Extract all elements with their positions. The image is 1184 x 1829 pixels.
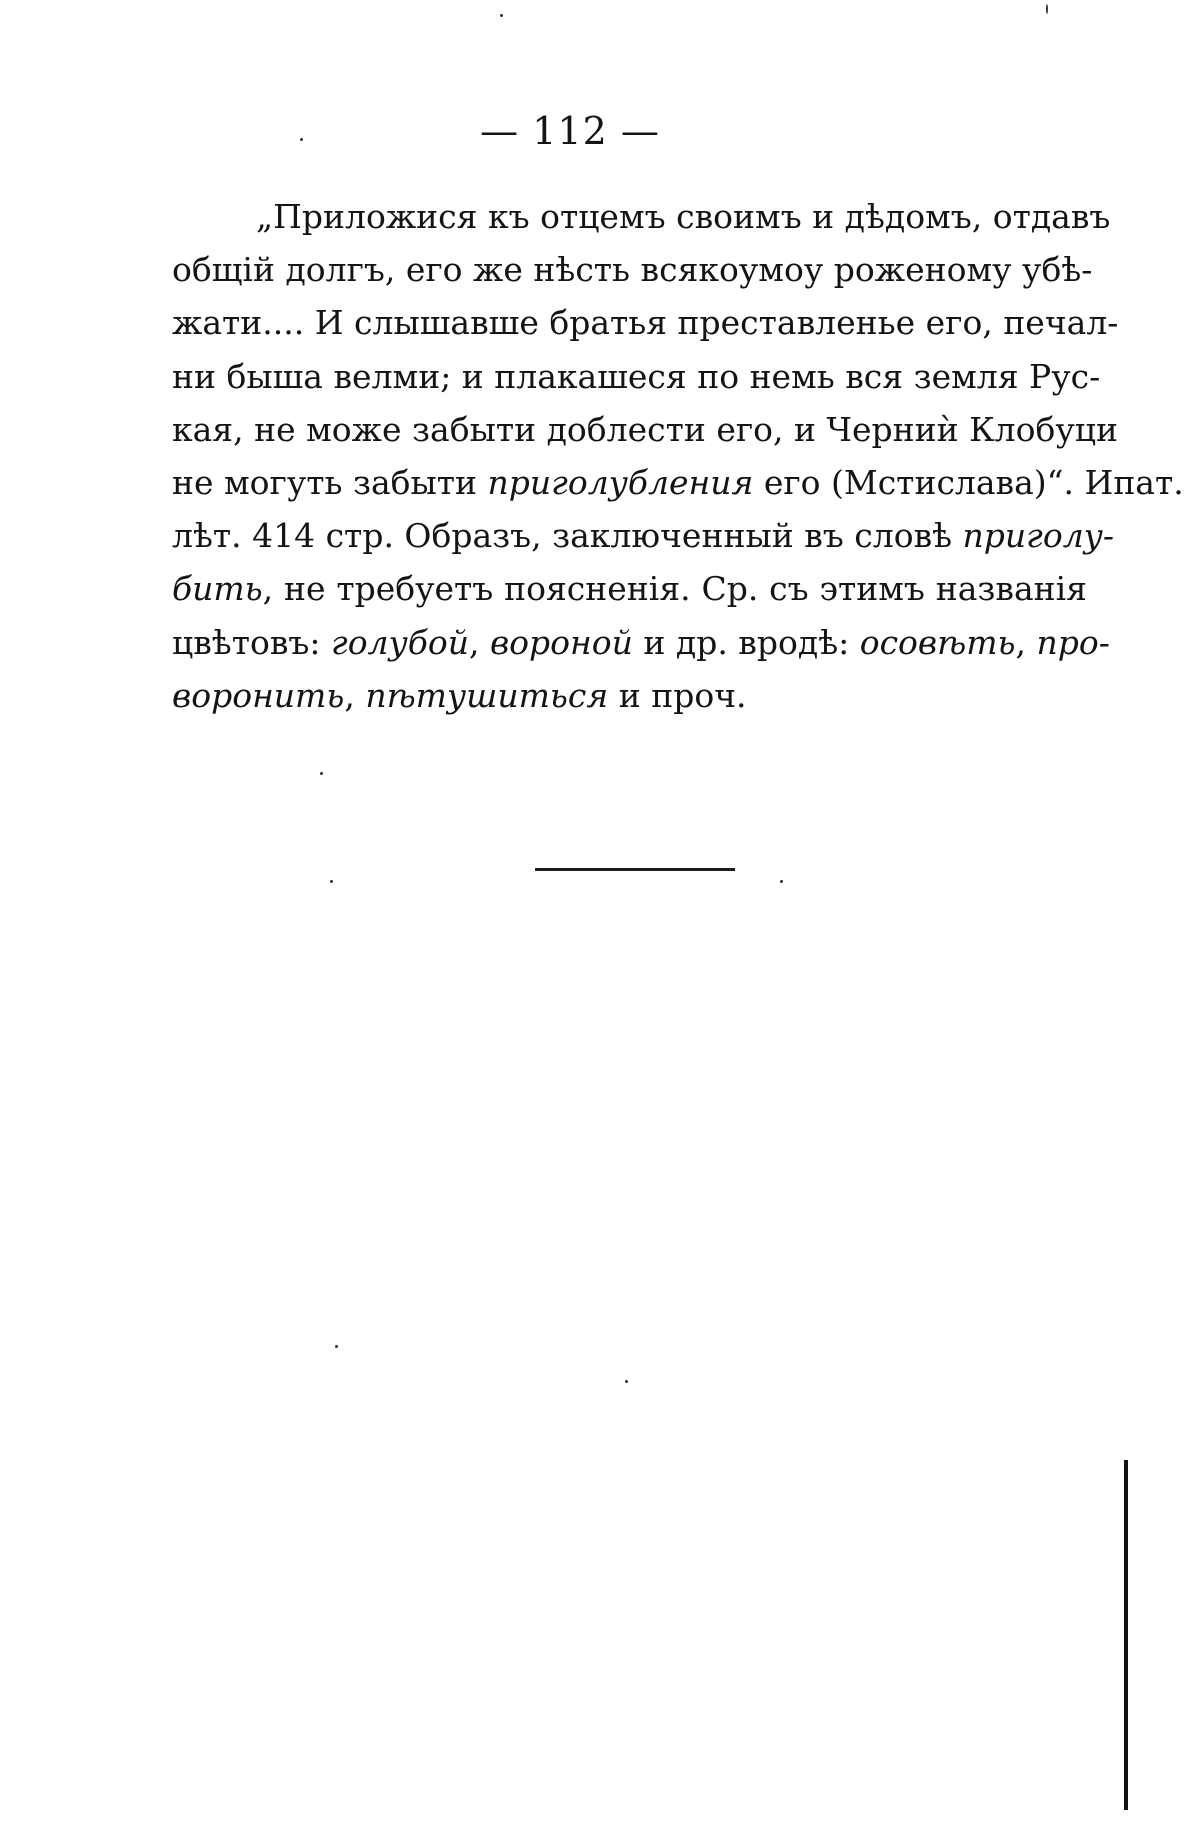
italic-text: приголубления xyxy=(487,462,754,502)
italic-text: осовѣть xyxy=(859,622,1016,662)
text-span: не могуть забыти xyxy=(172,462,488,502)
scan-speck xyxy=(335,1345,338,1348)
text-line xyxy=(172,562,1087,615)
text-line xyxy=(172,296,1119,349)
text-line xyxy=(172,509,1115,562)
italic-text: голубой xyxy=(331,622,469,662)
scan-speck xyxy=(320,772,323,775)
text-span: лѣт. 414 стр. Образъ, заключенный въ словѣ xyxy=(172,516,963,556)
scan-speck xyxy=(780,880,783,883)
text-span: , xyxy=(344,675,366,715)
text-line xyxy=(172,403,1118,456)
text-span: , xyxy=(1015,622,1037,662)
scan-speck xyxy=(1046,4,1048,14)
margin-rule xyxy=(1124,1460,1128,1810)
text-line xyxy=(172,616,1110,669)
italic-text: про- xyxy=(1036,622,1110,662)
scan-speck xyxy=(500,14,503,17)
italic-text: приголу- xyxy=(962,516,1115,556)
text-line xyxy=(172,350,1101,403)
text-span: общій долгъ, его же нѣсть всякоумоу роженому убѣ- xyxy=(172,250,1093,290)
italic-text: бить xyxy=(172,569,263,609)
text-span: жати.... И слышавше братья преставленье его, печал- xyxy=(172,303,1119,343)
section-divider xyxy=(535,868,735,871)
italic-text: воронить xyxy=(172,675,345,715)
text-span: и др. вродѣ: xyxy=(632,622,860,662)
text-line xyxy=(172,190,1111,243)
text-line xyxy=(172,456,1184,509)
text-span: „Приложися къ отцемъ своимъ и дѣдомъ, отдавъ xyxy=(256,197,1111,236)
text-span: кая, не може забыти доблести его, и Черниѝ Клобуци xyxy=(172,409,1118,449)
page-number: — 112 — xyxy=(480,109,660,153)
scan-speck xyxy=(300,138,303,141)
italic-text: пѣтушиться xyxy=(365,675,609,715)
italic-text: вороной xyxy=(489,622,633,662)
text-line xyxy=(172,669,1087,722)
text-span: и проч. xyxy=(608,675,747,715)
scan-speck xyxy=(625,1380,628,1383)
text-span: ни быша велми; и плакашеся по немь вся земля Рус- xyxy=(172,356,1101,396)
text-span: его (Мстислава)“. Ипат. xyxy=(753,462,1184,502)
text-line xyxy=(172,243,1093,296)
text-span: цвѣтовъ: xyxy=(172,622,332,662)
text-span: , не требуетъ поясненія. Ср. съ этимъ названія xyxy=(262,569,1087,609)
text-span: , xyxy=(468,622,490,662)
scan-speck xyxy=(330,880,333,883)
body-text xyxy=(172,190,1184,722)
